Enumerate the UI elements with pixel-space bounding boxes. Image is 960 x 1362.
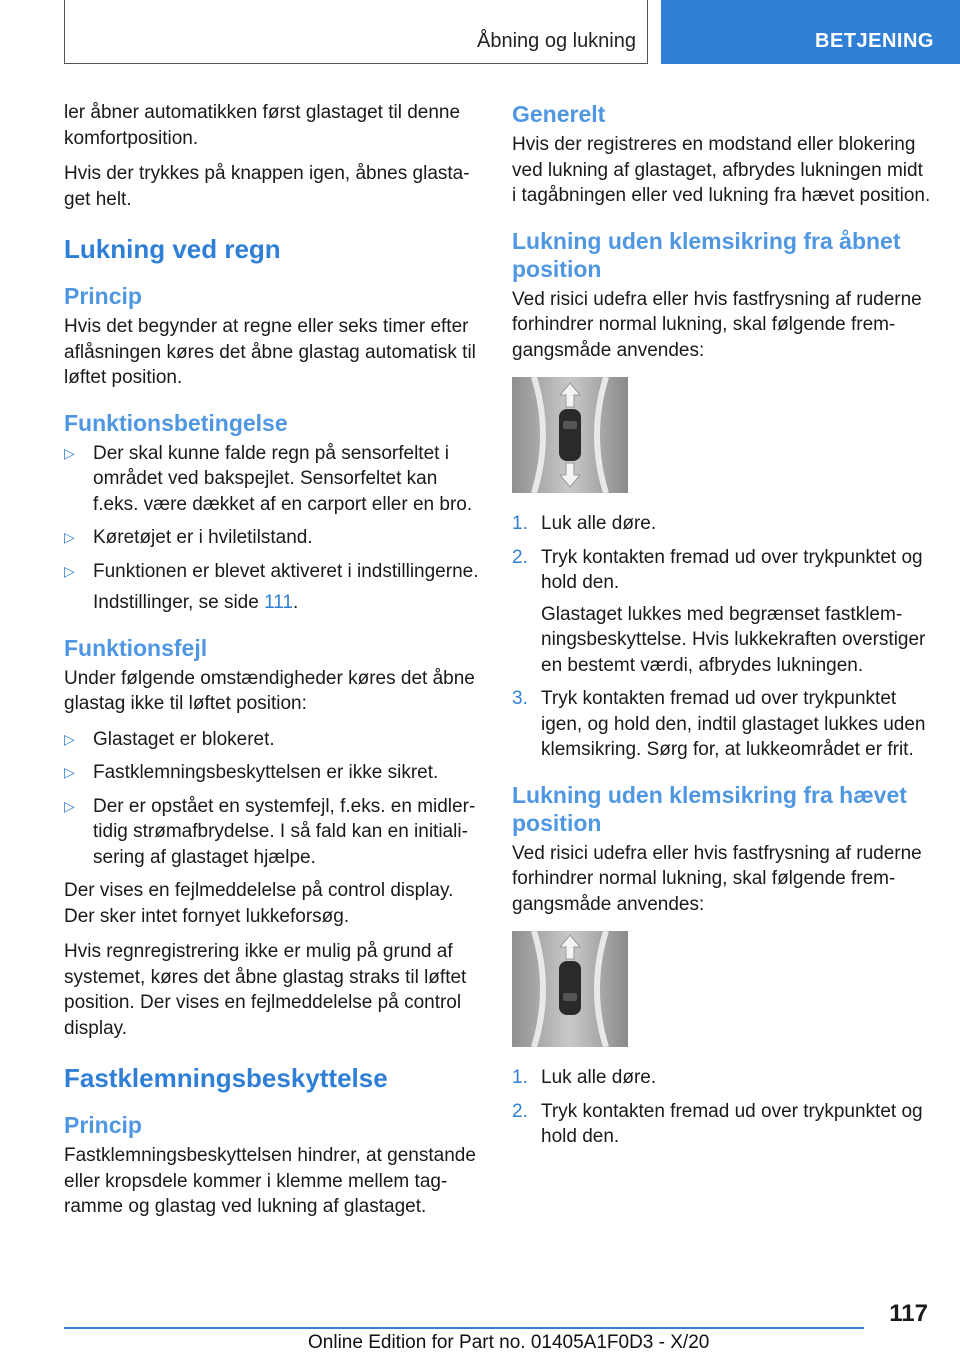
heading-conditions: Funktionsbetingelse [64,409,288,436]
page-header [0,0,960,66]
page-number: 117 [889,1300,928,1327]
principle-text: Hvis det begynder at regne eller seks timer efter aflåsningen køres det åbne glastag automatisk til løftet position. [64,316,476,388]
right-column [512,100,932,1158]
conditions-list [64,441,482,616]
heading-rain-closing: Lukning ved regn [64,234,281,264]
close-from-raised-text: Ved risici udefra eller hvis fastfrysning af ruderne forhindrer normal lukning, skal følgende fremgangsmåde anvendes: [512,842,922,915]
fault-note: Der vises en fejlmeddelelse på control display. Der sker intet fornyet lukkeforsøg. [64,880,454,927]
roof-switch-image [512,377,628,493]
steps-from-raised [512,1065,932,1150]
step-item: 2. Tryk kontakten fremad ud over trykpunktet og hold den. [512,1100,923,1147]
page-link[interactable]: 111 [264,592,293,613]
step-item: 2. Tryk kontakten fremad ud over trykpunktet og hold den. Glastaget lukkes med begrænset fastklemningsbeskyttelse. Hvis lukkekraften overstiger en bestemt værdi, afbrydes lukningen. [512,545,932,679]
step-item: 3. Tryk kontakten fremad ud over trykpunktet igen, og hold den, indtil glastaget lukkes uden klemsikring. Sørg for, at lukkeområdet er frit. [512,688,926,760]
edition-note: Online Edition for Part no. 01405A1F0D3 - X/20 [308,1332,710,1353]
intro-paragraph: Hvis der trykkes på knappen igen, åbnes glastaget helt. [64,163,470,210]
close-from-open-text: Ved risici udefra eller hvis fastfrysning af ruderne forhindrer normal lukning, skal følgende fremgangsmåde anvendes: [512,288,922,361]
list-item: ▷ Funktionen er blevet aktiveret i indstillingerne. Indstillinger, se side 111. [64,559,482,616]
settings-reference: Indstillinger, se side 111. [93,592,299,613]
heading-fault: Funktionsfejl [64,634,208,661]
list-item: ▷ Fastklemningsbeskyttelsen er ikke sikret. [64,760,482,786]
heading-general: Generelt [512,101,606,127]
section-title: Åbning og lukning [476,30,636,52]
roof-switch-image [512,931,628,1047]
pinch-principle-text: Fastklemningsbeskyttelsen hindrer, at genstande eller kropsdele kommer i klemme mellem tagramme og glastag ved lukning af glastaget. [64,1145,476,1217]
list-item: ▷ Glastaget er blokeret. [64,727,482,753]
step-item: 1. Luk alle døre. [512,513,657,534]
step-item: 1. Luk alle døre. [512,1067,657,1088]
heading-close-from-open: Lukning uden klemsikring fra åbnet position [512,227,901,282]
triangle-bullet-icon: ▷ [64,797,75,814]
general-text: Hvis der registreres en modstand eller blokering ved lukning af glastaget, afbrydes lukningen midt i tagåbningen eller ved lukning fra hævet position. [512,134,931,206]
fault-text: Under følgende omstændigheder køres det åbne glastag ikke til løftet position: [64,667,475,714]
footer-divider [64,1327,864,1329]
step-note: Glastaget lukkes med begrænset fastklemningsbeskyttelse. Hvis lukkekraften overstiger en bestemt værdi, afbrydes lukningen. [541,603,926,676]
list-item: ▷ Der er opstået en systemfejl, f.eks. en midlertidig strømafbrydelse. I så fald kan en initialisering af glastaget hjælpe. [64,795,476,868]
heading-pinch-protection: Fastklemningsbeskyttelse [64,1063,388,1093]
triangle-bullet-icon: ▷ [64,529,75,545]
heading-principle: Princip [64,1112,142,1138]
triangle-bullet-icon: ▷ [64,730,75,747]
triangle-bullet-icon: ▷ [64,444,75,461]
list-item: ▷ Der skal kunne falde regn på sensorfeltet i området ved bakspejlet. Sensorfeltet kan f.eks. være dækket af en carport eller en bro. [64,442,473,515]
list-item: ▷ Køretøjet er i hviletilstand. [64,525,482,551]
heading-close-from-raised: Lukning uden klemsikring fra hævet position [512,781,907,836]
chapter-tab[interactable] [661,0,960,64]
fault-note: Hvis regnregistrering ikke er mulig på grund af systemet, køres det åbne glastag straks til løftet position. Der vises en fejlmeddelelse på control display. [64,941,467,1039]
heading-principle: Princip [64,283,142,309]
chapter-label: BETJENING [815,30,934,52]
left-column [64,100,482,1230]
fault-list [64,727,482,871]
steps-from-open [512,511,932,763]
triangle-bullet-icon: ▷ [64,562,75,579]
intro-paragraph: ler åbner automatikken først glastaget til denne komfortposition. [64,102,461,149]
triangle-bullet-icon: ▷ [64,764,75,780]
